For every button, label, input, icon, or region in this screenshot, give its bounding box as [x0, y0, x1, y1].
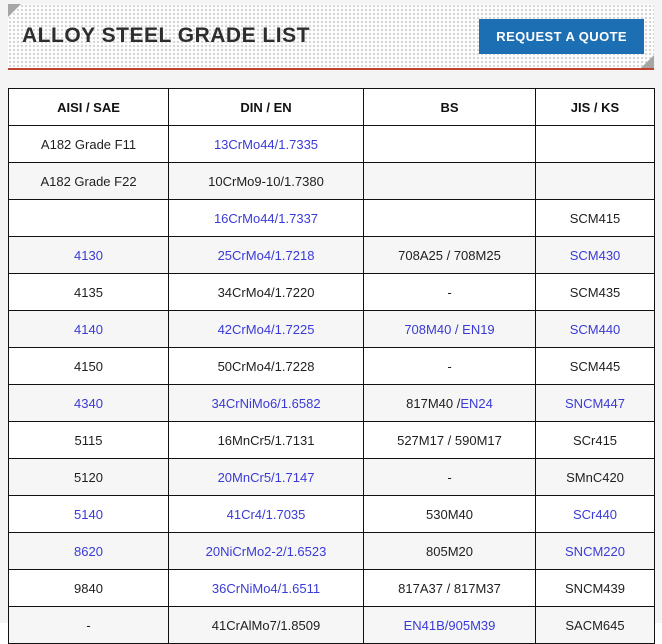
grade-cell-aisi-sae — [9, 422, 169, 459]
grade-text: SCr415 — [572, 432, 618, 448]
grade-cell-aisi-sae — [9, 570, 169, 607]
grade-text: SACM645 — [565, 617, 625, 633]
grade-text: SMnC420 — [566, 469, 624, 485]
grade-text: 817M40 / — [406, 395, 461, 411]
column-header-aisi-sae: AISI / SAE — [9, 89, 169, 126]
grade-cell-bs — [364, 237, 536, 274]
grade-text: 9840 — [74, 580, 103, 596]
grade-cell-bs — [364, 459, 536, 496]
grade-table — [8, 88, 655, 644]
grade-cell-din-en — [169, 496, 364, 533]
grade-cell-din-en — [169, 348, 364, 385]
grade-link[interactable]: SNCM220 — [565, 543, 625, 559]
grade-cell-bs — [364, 496, 536, 533]
grade-cell-jis-ks — [536, 200, 655, 237]
grade-link[interactable]: 8620 — [74, 543, 103, 559]
grade-cell-aisi-sae — [9, 385, 169, 422]
table-row — [9, 570, 655, 607]
grade-link[interactable]: 20MnCr5/1.7147 — [217, 469, 315, 485]
grade-link[interactable]: 4130 — [74, 247, 103, 263]
grade-cell-jis-ks — [536, 459, 655, 496]
grade-cell-bs — [364, 348, 536, 385]
column-header-din-en: DIN / EN — [169, 89, 364, 126]
grade-text: 530M40 — [426, 506, 473, 522]
grade-cell-bs — [364, 385, 536, 422]
grade-cell-bs — [364, 274, 536, 311]
grade-cell-jis-ks — [536, 126, 655, 163]
grade-link[interactable]: 16CrMo44/1.7337 — [213, 210, 319, 226]
grade-link[interactable]: 20NiCrMo2-2/1.6523 — [205, 543, 327, 559]
grade-cell-bs — [364, 422, 536, 459]
grade-text: SNCM439 — [565, 580, 625, 596]
grade-text: - — [447, 358, 452, 374]
grade-cell-din-en — [169, 607, 364, 644]
grade-text: 4150 — [74, 358, 103, 374]
corner-fold-icon — [8, 4, 21, 17]
grade-cell-din-en — [169, 422, 364, 459]
grade-text: 805M20 — [426, 543, 473, 559]
table-row — [9, 607, 655, 644]
grade-cell-din-en — [169, 311, 364, 348]
grade-cell-jis-ks — [536, 348, 655, 385]
grade-link[interactable]: SNCM447 — [565, 395, 625, 411]
grade-text: SCM415 — [569, 210, 621, 226]
grade-text: A182 Grade F22 — [40, 173, 137, 189]
grade-cell-aisi-sae — [9, 200, 169, 237]
grade-cell-jis-ks — [536, 163, 655, 200]
grade-link[interactable]: SCM430 — [569, 247, 621, 263]
grade-text: SCM435 — [569, 284, 621, 300]
grade-cell-aisi-sae — [9, 533, 169, 570]
grade-text: 817A37 / 817M37 — [398, 580, 501, 596]
grade-text: 527M17 / 590M17 — [397, 432, 502, 448]
grade-cell-din-en — [169, 237, 364, 274]
corner-fold-icon — [641, 55, 654, 68]
grade-cell-aisi-sae — [9, 237, 169, 274]
header-banner — [8, 4, 654, 70]
grade-cell-din-en — [169, 200, 364, 237]
grade-cell-aisi-sae — [9, 496, 169, 533]
grade-link[interactable]: 4140 — [74, 321, 103, 337]
grade-text: 5115 — [74, 432, 103, 448]
grade-link[interactable]: 4340 — [74, 395, 103, 411]
grade-cell-aisi-sae — [9, 607, 169, 644]
request-quote-button[interactable]: REQUEST A QUOTE — [479, 19, 644, 54]
grade-link[interactable]: 42CrMo4/1.7225 — [217, 321, 315, 337]
grade-cell-jis-ks — [536, 533, 655, 570]
grade-cell-jis-ks — [536, 311, 655, 348]
table-row — [9, 163, 655, 200]
grade-cell-bs — [364, 607, 536, 644]
table-row — [9, 422, 655, 459]
grade-cell-aisi-sae — [9, 311, 169, 348]
grade-text: A182 Grade F11 — [40, 136, 137, 152]
grade-link[interactable]: EN24 — [460, 395, 493, 411]
grade-cell-bs — [364, 311, 536, 348]
grade-text: SCM445 — [569, 358, 621, 374]
grade-cell-din-en — [169, 533, 364, 570]
grade-text: 50CrMo4/1.7228 — [217, 358, 315, 374]
grade-text: - — [86, 617, 91, 633]
grade-text: 34CrMo4/1.7220 — [217, 284, 315, 300]
grade-link[interactable]: SCr440 — [572, 506, 618, 522]
grade-link[interactable]: 708M40 / EN19 — [404, 321, 495, 337]
grade-table-body — [9, 126, 655, 644]
grade-text: 10CrMo9-10/1.7380 — [208, 173, 324, 189]
table-row — [9, 126, 655, 163]
grade-cell-din-en — [169, 459, 364, 496]
table-row — [9, 348, 655, 385]
column-header-jis-ks: JIS / KS — [536, 89, 655, 126]
table-row — [9, 459, 655, 496]
grade-text: - — [447, 284, 452, 300]
column-header-bs: BS — [364, 89, 536, 126]
grade-cell-jis-ks — [536, 274, 655, 311]
grade-cell-bs — [364, 570, 536, 607]
grade-cell-bs — [364, 200, 536, 237]
grade-cell-bs — [364, 533, 536, 570]
grade-link[interactable]: 25CrMo4/1.7218 — [217, 247, 315, 263]
grade-text: 5120 — [74, 469, 103, 485]
grade-cell-jis-ks — [536, 385, 655, 422]
table-row — [9, 237, 655, 274]
grade-cell-din-en — [169, 126, 364, 163]
grade-link[interactable]: 36CrNiMo4/1.6511 — [211, 580, 321, 596]
grade-cell-aisi-sae — [9, 126, 169, 163]
grade-table-head — [9, 89, 655, 126]
grade-cell-din-en — [169, 163, 364, 200]
grade-text: 4135 — [74, 284, 103, 300]
grade-text: - — [447, 469, 452, 485]
table-row — [9, 311, 655, 348]
grade-cell-aisi-sae — [9, 459, 169, 496]
grade-cell-jis-ks — [536, 570, 655, 607]
grade-cell-din-en — [169, 274, 364, 311]
grade-link[interactable]: SCM440 — [569, 321, 621, 337]
grade-link[interactable]: 34CrNiMo6/1.6582 — [211, 395, 321, 411]
grade-cell-jis-ks — [536, 496, 655, 533]
grade-link[interactable]: EN41B/905M39 — [403, 617, 496, 633]
table-row — [9, 496, 655, 533]
table-row — [9, 385, 655, 422]
grade-cell-din-en — [169, 570, 364, 607]
grade-link[interactable]: 13CrMo44/1.7335 — [213, 136, 319, 152]
grade-cell-jis-ks — [536, 422, 655, 459]
grade-cell-jis-ks — [536, 237, 655, 274]
grade-cell-aisi-sae — [9, 348, 169, 385]
page-title: ALLOY STEEL GRADE LIST — [22, 24, 310, 47]
grade-text: 16MnCr5/1.7131 — [217, 432, 315, 448]
grade-link[interactable]: 41Cr4/1.7035 — [226, 506, 306, 522]
grade-cell-jis-ks — [536, 607, 655, 644]
grade-cell-bs — [364, 126, 536, 163]
table-row — [9, 274, 655, 311]
grade-text: 41CrAlMo7/1.8509 — [211, 617, 321, 633]
grade-text: 708A25 / 708M25 — [398, 247, 501, 263]
grade-cell-bs — [364, 163, 536, 200]
grade-cell-din-en — [169, 385, 364, 422]
table-row — [9, 200, 655, 237]
grade-link[interactable]: 5140 — [74, 506, 103, 522]
header-row — [9, 89, 655, 126]
grade-cell-aisi-sae — [9, 274, 169, 311]
grade-cell-aisi-sae — [9, 163, 169, 200]
table-row — [9, 533, 655, 570]
